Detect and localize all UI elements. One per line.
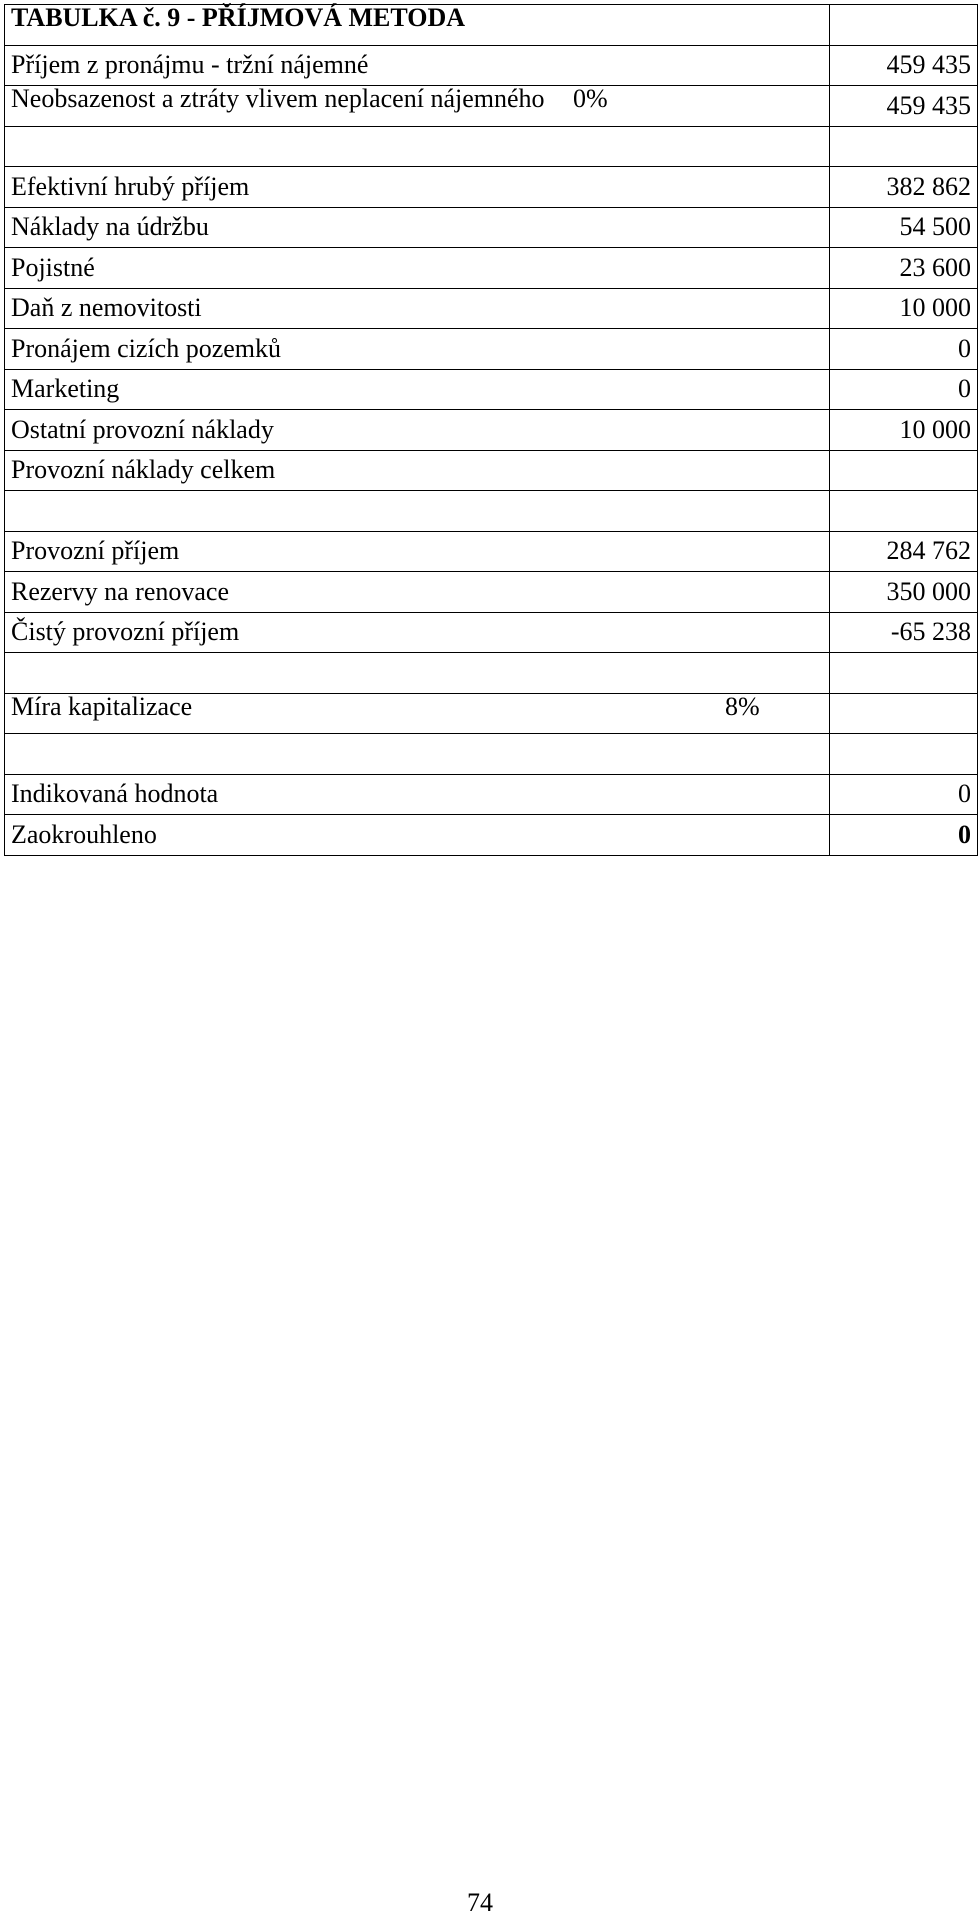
row-label: Provozní náklady celkem xyxy=(11,455,276,485)
row-label: Ostatní provozní náklady xyxy=(11,414,274,444)
table-row-total-operating-costs xyxy=(5,450,978,491)
table-row-marketing xyxy=(5,369,978,410)
table-row-empty xyxy=(5,126,978,167)
row-value: 459 435 xyxy=(886,50,971,80)
table-title: TABULKA č. 9 - PŘÍJMOVÁ METODA xyxy=(11,3,466,32)
row-value: 23 600 xyxy=(899,252,971,282)
table-row-insurance xyxy=(5,248,978,289)
table-row-capitalization-rate xyxy=(5,693,978,734)
table-row-indicated-value xyxy=(5,774,978,815)
row-label: Pronájem cizích pozemků xyxy=(11,333,282,363)
row-value: 54 500 xyxy=(899,212,971,242)
table-row-renovation-reserves xyxy=(5,572,978,613)
table-row-maintenance-costs xyxy=(5,207,978,248)
table-row-net-operating-income xyxy=(5,612,978,653)
table-row-empty xyxy=(5,653,978,694)
row-label: Neobsazenost a ztráty vlivem neplacení nájemného xyxy=(11,84,545,113)
row-label: Míra kapitalizace xyxy=(11,691,193,721)
table-title-row xyxy=(5,5,978,46)
table-row-other-operating-costs xyxy=(5,410,978,451)
table-row-land-lease xyxy=(5,329,978,370)
row-value: 0 xyxy=(958,333,971,363)
income-method-sheet xyxy=(4,3,971,856)
row-label: Příjem z pronájmu - tržní nájemné xyxy=(11,50,369,80)
table-row-rental-income xyxy=(5,45,978,86)
row-value: 0 xyxy=(958,819,971,849)
row-label: Pojistné xyxy=(11,252,95,282)
table-row-empty xyxy=(5,491,978,532)
row-label: Provozní příjem xyxy=(11,536,180,566)
row-rate: 0% xyxy=(573,84,608,113)
row-label: Čistý provozní příjem xyxy=(11,617,240,647)
row-label: Daň z nemovitosti xyxy=(11,293,202,323)
row-value: -65 238 xyxy=(890,617,971,647)
row-label: Rezervy na renovace xyxy=(11,576,229,606)
row-label: Indikovaná hodnota xyxy=(11,779,219,809)
table-row-effective-gross-income xyxy=(5,167,978,208)
row-value: 0 xyxy=(958,374,971,404)
row-value: 350 000 xyxy=(886,576,971,606)
table-row-vacancy-loss xyxy=(5,86,978,127)
row-value: 10 000 xyxy=(899,414,971,444)
row-label: Efektivní hrubý příjem xyxy=(11,171,250,201)
row-label: Marketing xyxy=(11,374,120,404)
row-label: Zaokrouhleno xyxy=(11,819,157,849)
table-row-rounded xyxy=(5,815,978,856)
income-method-table xyxy=(4,4,978,856)
row-value: 10 000 xyxy=(899,293,971,323)
row-label: Náklady na údržbu xyxy=(11,212,209,242)
table-title-value-cell xyxy=(830,5,978,46)
table-row-property-tax xyxy=(5,288,978,329)
row-value: 284 762 xyxy=(886,536,971,566)
row-value: 0 xyxy=(958,779,971,809)
table-row-empty xyxy=(5,734,978,775)
table-title-cell xyxy=(5,5,830,46)
row-rate: 8% xyxy=(725,691,760,721)
page-number: 74 xyxy=(467,1888,493,1917)
row-value: 382 862 xyxy=(886,171,971,201)
table-row-operating-income xyxy=(5,531,978,572)
row-value: 459 435 xyxy=(886,90,971,120)
